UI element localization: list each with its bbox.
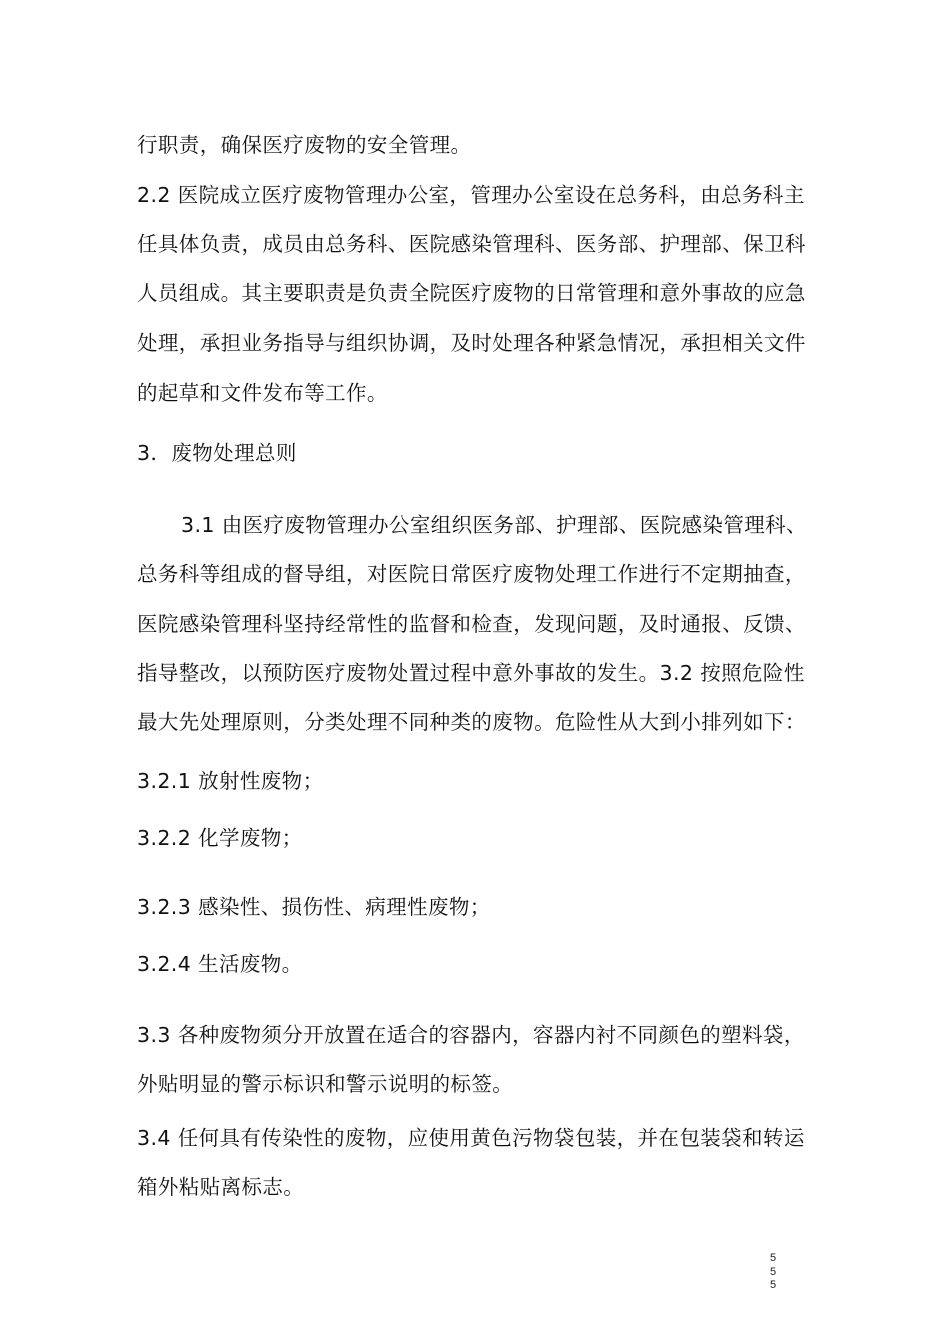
page-number-digit: 5 [769,1265,777,1278]
paragraph-line: 处理，承担业务指导与组织协调，及时处理各种紧急情况，承担相关文件 [137,330,806,355]
paragraph-line: 医院感染管理科坚持经常性的监督和检查，发现问题，及时通报、反馈、 [137,611,806,636]
paragraph-line: 3.3 各种废物须分开放置在适合的容器内，容器内衬不同颜色的塑料袋， [137,1022,805,1047]
paragraph-line: 3.4 任何具有传染性的废物，应使用黄色污物袋包装，并在包装袋和转运 [137,1125,805,1150]
paragraph-line: 3.1 由医疗废物管理办公室组织医务部、护理部、医院感染管理科、 [181,512,807,537]
paragraph-line: 总务科等组成的督导组，对医院日常医疗废物处理工作进行不定期抽查， [137,561,806,586]
paragraph-line: 外贴明显的警示标识和警示说明的标签。 [137,1071,514,1096]
list-item: 3.2.1 放射性废物； [137,768,324,793]
paragraph-line: 指导整改，以预防医疗废物处置过程中意外事故的发生。3.2 按照危险性 [137,660,805,685]
paragraph-line: 箱外粘贴离标志。 [137,1174,305,1199]
list-item: 3.2.2 化学废物； [137,825,303,850]
page-number [766,1252,780,1293]
page-number-digit: 5 [769,1252,777,1264]
list-item: 3.2.4 生活废物。 [137,951,303,976]
page-number-digit: 5 [769,1279,777,1291]
section-heading: 3．废物处理总则 [137,440,297,465]
paragraph-line: 的起草和文件发布等工作。 [137,380,388,405]
paragraph-line: 人员组成。其主要职责是负责全院医疗废物的日常管理和意外事故的应急 [137,280,806,305]
paragraph-line: 最大先处理原则，分类处理不同种类的废物。危险性从大到小排列如下： [137,709,806,734]
list-item: 3.2.3 感染性、损伤性、病理性废物； [137,894,491,919]
paragraph-line: 2.2 医院成立医疗废物管理办公室，管理办公室设在总务科，由总务科主 [137,182,805,207]
paragraph-line: 行职责，确保医疗废物的安全管理。 [137,132,472,157]
paragraph-line: 任具体负责，成员由总务科、医院感染管理科、医务部、护理部、保卫科 [137,231,806,256]
